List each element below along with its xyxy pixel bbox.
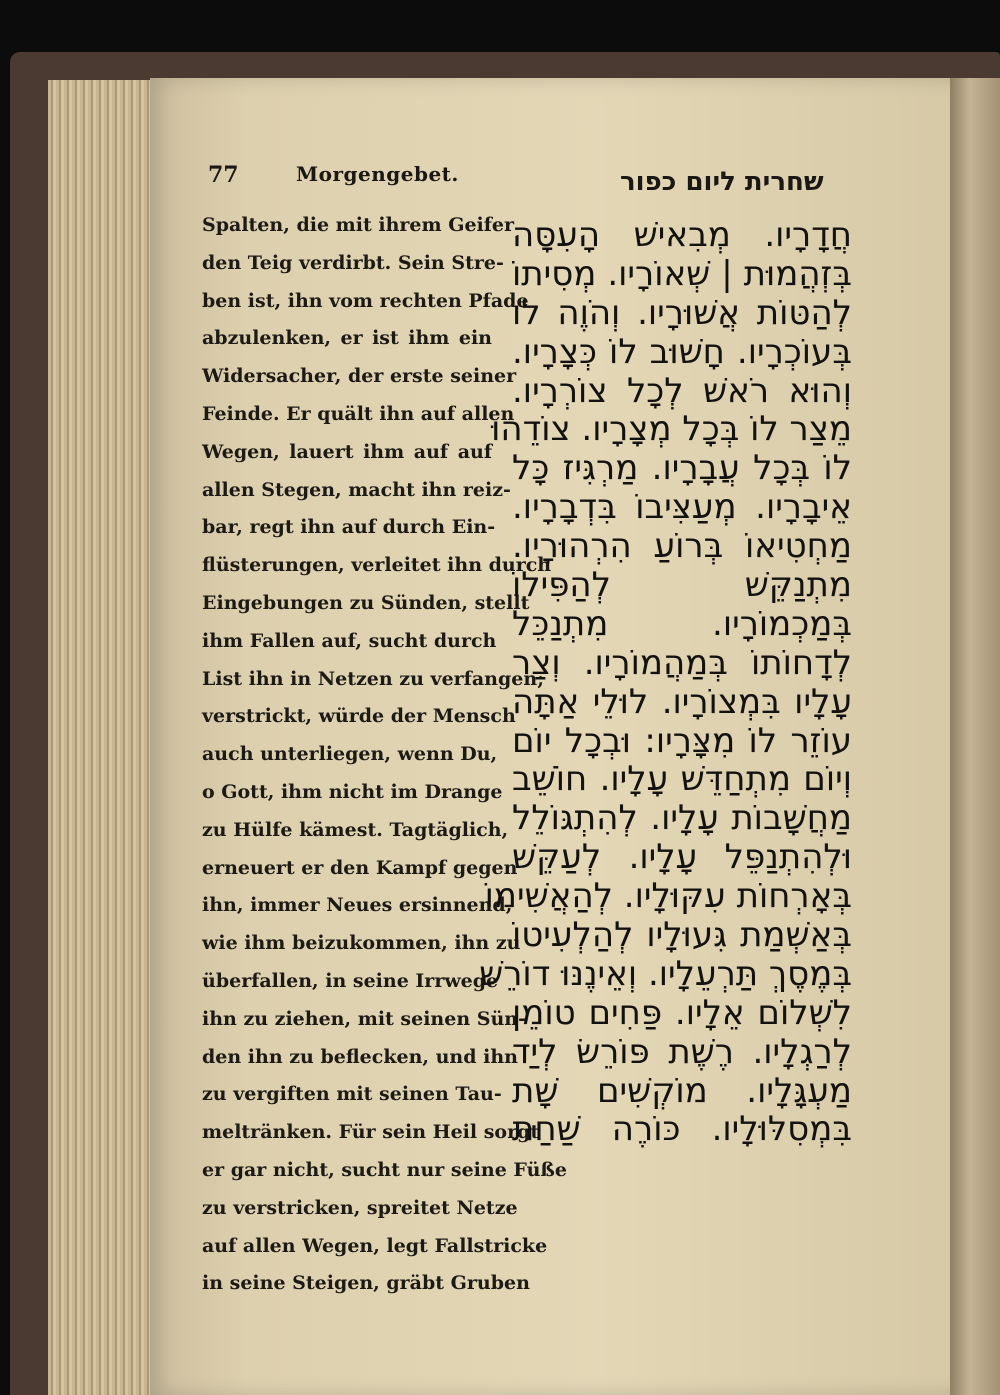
hebrew-text-line: בְּזְהֲמוּת | שְׁאוֹרָיו. מְסִיתוֹ [512,253,852,294]
german-text-line: Wegen, lauert ihm auf auf [202,440,492,463]
hebrew-text-line: וּלְהִתְנַפֵּל עָלָיו. לְעַקֵּשׁ [512,837,852,878]
german-text-line: ihn, immer Neues ersinnend, [202,894,513,917]
hebrew-text-line: לִשְׁלוֹם אֵלָיו. פַּחִים טוֹמֵן [512,992,852,1033]
page-number: 77 [208,162,239,188]
hebrew-text-line: בִּמְסִלּוּלָיו. כּוֹרֶה שַׁחַת [512,1109,852,1150]
hebrew-text-line: מַחְטִיאוֹ בְּרוֹעַ הִרְהוּרָיו. [512,526,852,567]
hebrew-text-line: מִתְנַקֵּשׁ לְהַפִּילוֹ [512,565,852,606]
german-text-line: zu vergiften mit seinen Tau- [202,1083,502,1106]
german-text-line: überfallen, in seine Irrwege [202,969,499,992]
hebrew-text-line: וְהוּא רֹאשׁ לְכָל צוֹרְרָיו. [512,370,852,411]
hebrew-column [479,215,852,1150]
running-head-german: Morgengebet. [296,162,459,186]
book-gutter [950,78,1000,1395]
german-column [202,207,567,1303]
hebrew-text-line: בְּמֶסֶךְ תַּרְעֵלָיו. וְאֵינֶנּוּ דוֹרֵשׁ [479,953,852,994]
german-text-line: er gar nicht, sucht nur seine Füße [202,1158,567,1181]
hebrew-text-line: עוֹזֵר לוֹ מִצָּרָיו: וּבְכָל יוֹם [512,720,852,761]
german-text-line: auf allen Wegen, legt Fallstricke [202,1234,548,1257]
german-text-line: auch unterliegen, wenn Du, [202,743,498,766]
german-text-line: verstrickt, würde der Mensch [202,705,516,728]
german-text-line: flüsterungen, verleitet ihn durch [202,554,552,577]
german-text-line: bar, regt ihn auf durch Ein- [202,516,496,539]
german-text-line: ben ist, ihn vom rechten Pfade [202,289,529,312]
german-text-line: in seine Steigen, gräbt Gruben [202,1272,530,1295]
hebrew-text-line: אֵיבָרָיו. מְעַצִּיבוֹ בִּדְבָרָיו. [512,487,852,528]
hebrew-text-line: לְדָחוֹתוֹ בְּמַהֲמוֹרָיו. וְצַר [512,642,852,683]
hebrew-text-line: חֲדָרָיו. מְבִאישׁ הָעִסָּה [512,215,852,255]
german-text-line: den ihn zu beflecken, und ihn [202,1045,518,1068]
page-edges [48,80,158,1395]
german-text-line: allen Stegen, macht ihn reiz- [202,478,511,501]
german-text-line: zu verstricken, spreitet Netze [202,1196,518,1219]
hebrew-text-line: בְּאַשְׁמַת גִּעוּלָיו לְהַלְעִיטוֹ [512,915,852,956]
running-head-hebrew: שחרית ליום כפור [620,167,824,197]
german-text-line: den Teig verdirbt. Sein Stre- [202,251,504,274]
hebrew-text-line: מֵצַר לוֹ בְּכָל מְצָרָיו. צוֹדֵהוּ [491,409,852,450]
hebrew-text-line: בְּעוֹכְרָיו. חָשׁוּב לוֹ כְּצָרָיו. [512,331,852,372]
german-text-line: o Gott, ihm nicht im Drange [202,780,503,803]
german-text-line: ihn zu ziehen, mit seinen Sün- [202,1007,527,1030]
hebrew-text-line: מַעְגָּלָיו. מוֹקְשִׁים שָׁת [512,1070,852,1111]
german-text-line: wie ihm beizukommen, ihn zu [202,932,521,955]
hebrew-text-line: וְיוֹם מִתְחַדֵּשׁ עָלָיו. חוֹשֵׁב [512,759,852,800]
german-text-line: meltränken. Für sein Heil sorgt [202,1121,540,1144]
german-text-line: Feinde. Er quält ihn auf allen [202,402,515,425]
german-text-line: Widersacher, der erste seiner [202,365,517,388]
german-text-line: zu Hülfe kämest. Tagtäglich, [202,818,509,841]
german-text-line: erneuert er den Kampf gegen [202,856,518,879]
german-text-line: Eingebungen zu Sünden, stellt [202,591,530,614]
hebrew-text-line: בְּמַכְמוֹרָיו. מִתְנַכֵּל [512,603,852,644]
german-text-line: Spalten, die mit ihrem Geifer [202,214,515,236]
hebrew-text-line: עָלָיו בִּמְצוֹרָיו. לוּלֵי אַתָּה [512,681,852,722]
hebrew-text-line: לְרַגְלָיו. רֶשֶׁת פּוֹרֵשׂ לְיַד [512,1031,852,1072]
german-text-line: abzulenken, er ist ihm ein [202,327,492,350]
hebrew-text-line: בְּאָרְחוֹת עִקּוּלָיו. לְהַאֲשִׁימוֹ [484,876,852,917]
german-text-line: List ihn in Netzen zu verfangen; [202,667,545,690]
hebrew-text-line: לוֹ בְּכָל עֲבָרָיו. מַרְגִּיז כָּל [512,448,852,489]
german-text-line: ihm Fallen auf, sucht durch [202,629,497,652]
hebrew-text-line: לְהַטּוֹת אֲשׁוּרָיו. וְהֹוֶה לוֹ [512,292,852,333]
hebrew-text-line: מַחֲשָׁבוֹת עָלָיו. לְהִתְגּוֹלֵל [512,798,852,839]
